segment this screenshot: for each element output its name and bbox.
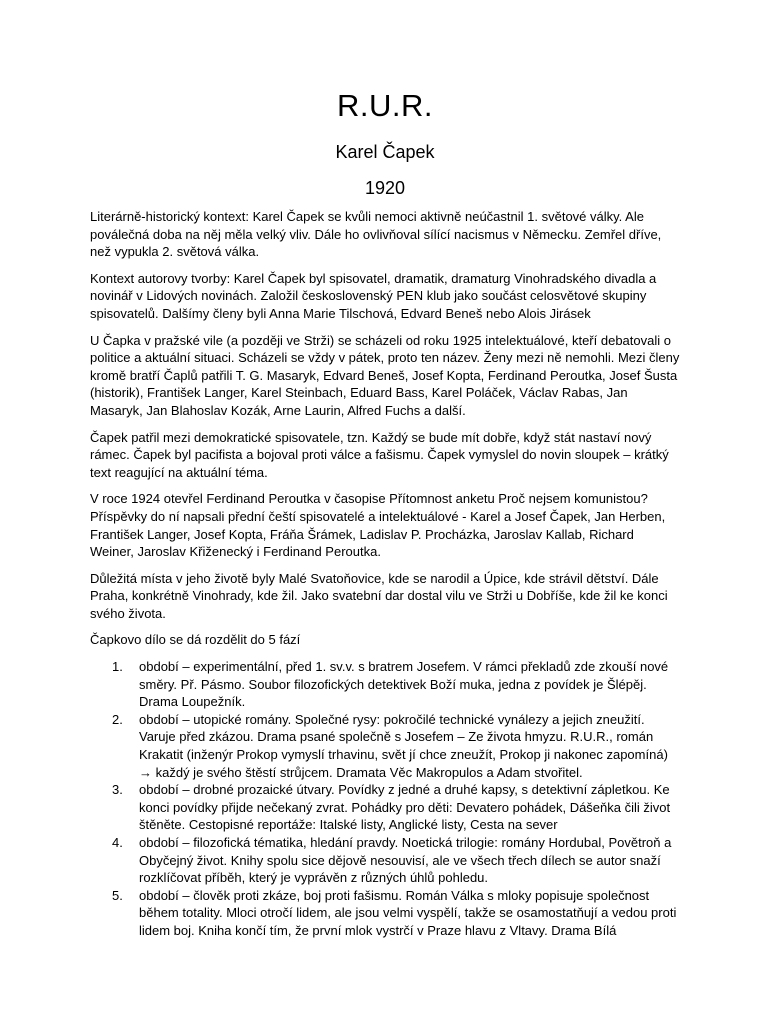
list-item-number: 3.	[112, 782, 123, 798]
list-item-number: 1.	[112, 659, 123, 675]
list-item	[112, 834, 680, 887]
list-item	[112, 711, 680, 781]
list-item-number: 5.	[112, 887, 123, 903]
paragraph-author-context: Kontext autorovy tvorby: Karel Čapek byl spisovatel, dramatik, dramaturg Vinohradského divadla a novinář v Lidových novinách. Založil československý PEN klub jako součást celosvětové skupiny spisovatelů. Dalšímy členy byli Anna Marie Tilschová, Edvard Beneš nebo Alois Jirásek	[90, 270, 657, 321]
document-year: 1920	[364, 178, 406, 198]
list-item	[112, 887, 680, 940]
list-item-text: období – filozofická tématika, hledání pravdy. Noetická trilogie: romány Hordubal, Povětroň a Obyčejný život. Knihy spolu sice dějově nesouvisí, ale ve všech třech dílech se autor snaží rozklíčovat příběh, který je vyprávěn z různých úhlů pohledu.	[139, 835, 672, 886]
paragraph-democratic-writers: Čapek patřil mezi demokratické spisovatele, tzn. Každý se bude mít dobře, když stát nastaví nový rámec. Čapek byl pacifista a bojoval proti válce a fašismu. Čapek vymyslel do novin sloupek – krátký text reagující na aktuální téma.	[90, 429, 669, 480]
document-author: Karel Čapek	[335, 142, 435, 162]
list-item-text: období – drobné prozaické útvary. Povídky z jedné a druhé kapsy, s detektivní zápletkou. Ke konci povídky přijde nečekaný zvrat. Pohádky pro děti: Devatero pohádek, Dášeňka čili život štěněte. Cestopisné reportáže: Italské listy, Anglické listy, Cesta na sever	[139, 782, 671, 833]
paragraph-literary-context: Literárně-historický kontext: Karel Čapek se kvůli nemoci aktivně neúčastnil 1. světové války. Ale poválečná doba na něj měla velký vliv. Dále ho ovlivňoval sílící nacismus v Německu. Zemřel dříve, než vypukla 2. světová válka.	[90, 209, 662, 260]
list-item-text: období – člověk proti zkáze, boj proti fašismu. Román Válka s mloky popisuje společnost během totality. Mloci otročí lidem, ale jsou velmi vyspělí, takže se osamostatňují a vedou proti lidem boj. Kniha končí tím, že první mlok vystrčí v Praze hlavu z Vltavy. Drama Bílá	[139, 887, 677, 938]
list-item-number: 4.	[112, 835, 123, 850]
list-item-number: 2.	[112, 711, 123, 727]
paragraph-peroutka-survey: V roce 1924 otevřel Ferdinand Peroutka v časopise Přítomnost anketu Proč nejsem komunistou? Příspěvky do ní napsali přední čeští spisovatelé a intelektuálové - Karel a Josef Čapek, Jan Herben, František Langer, Josef Kopta, Fráňa Šrámek, Ladislav P. Procházka, Jaroslav Kallab, Richard Weiner, Jaroslav Křiženecký i Ferdinand Peroutka.	[90, 491, 666, 560]
paragraph-friday-men: U Čapka v pražské vile (a později ve Strži) se scházeli od roku 1925 intelektuálové, kteří debatovali o politice a aktuální situaci. Scházeli se vždy v pátek, proto ten název. Ženy mezi ně nemohli. Mezi členy kromě bratří Čaplů patřili T. G. Masaryk, Edvard Beneš, Josef Kopta, Ferdinand Peroutka, Josef Šusta (historik), František Langer, Karel Steinbach, Eduard Bass, Karel Poláček, Václav Rabas, Jan Masaryk, Jan Blahoslav Kozák, Arne Laurin, Alfred Fuchs a další.	[90, 332, 680, 418]
document-body	[90, 208, 680, 940]
document-title: R.U.R.	[337, 88, 433, 123]
paragraph-phases-intro: Čapkovo dílo se dá rozdělit do 5 fází	[90, 632, 301, 648]
paragraph-important-places: Důležitá místa v jeho životě byly Malé Svatoňovice, kde se narodil a Úpice, kde strávil dětství. Dále Praha, konkrétně Vinohrady, kde žil. Jako svatební dar dostal vilu ve Strži u Dobříše, kde žil ke konci svého života.	[90, 570, 668, 621]
list-item	[112, 781, 680, 834]
list-item	[112, 658, 680, 711]
list-item-text: období – utopické romány. Společné rysy: pokročilé technické vynálezy a jejich zneužití. Varuje před zkázou. Drama psané společně s Josefem – Ze života hmyzu. R.U.R., román Krakatit (inženýr Prokop vymyslí trhavinu, svět jí chce zneužít, Prokop ji nakonec zapomíná) → každý je svého štěstí strůjcem. Dramata Věc Makropulos a Adam stvořitel.	[139, 711, 668, 780]
list-item-text: období – experimentální, před 1. sv.v. s bratrem Josefem. V rámci překladů zde zkouší nové směry. Př. Pásmo. Soubor filozofických detektivek Boží muka, jedna z povídek je Šlépěj. Drama Loupežník.	[139, 659, 669, 710]
phases-list	[90, 658, 680, 940]
